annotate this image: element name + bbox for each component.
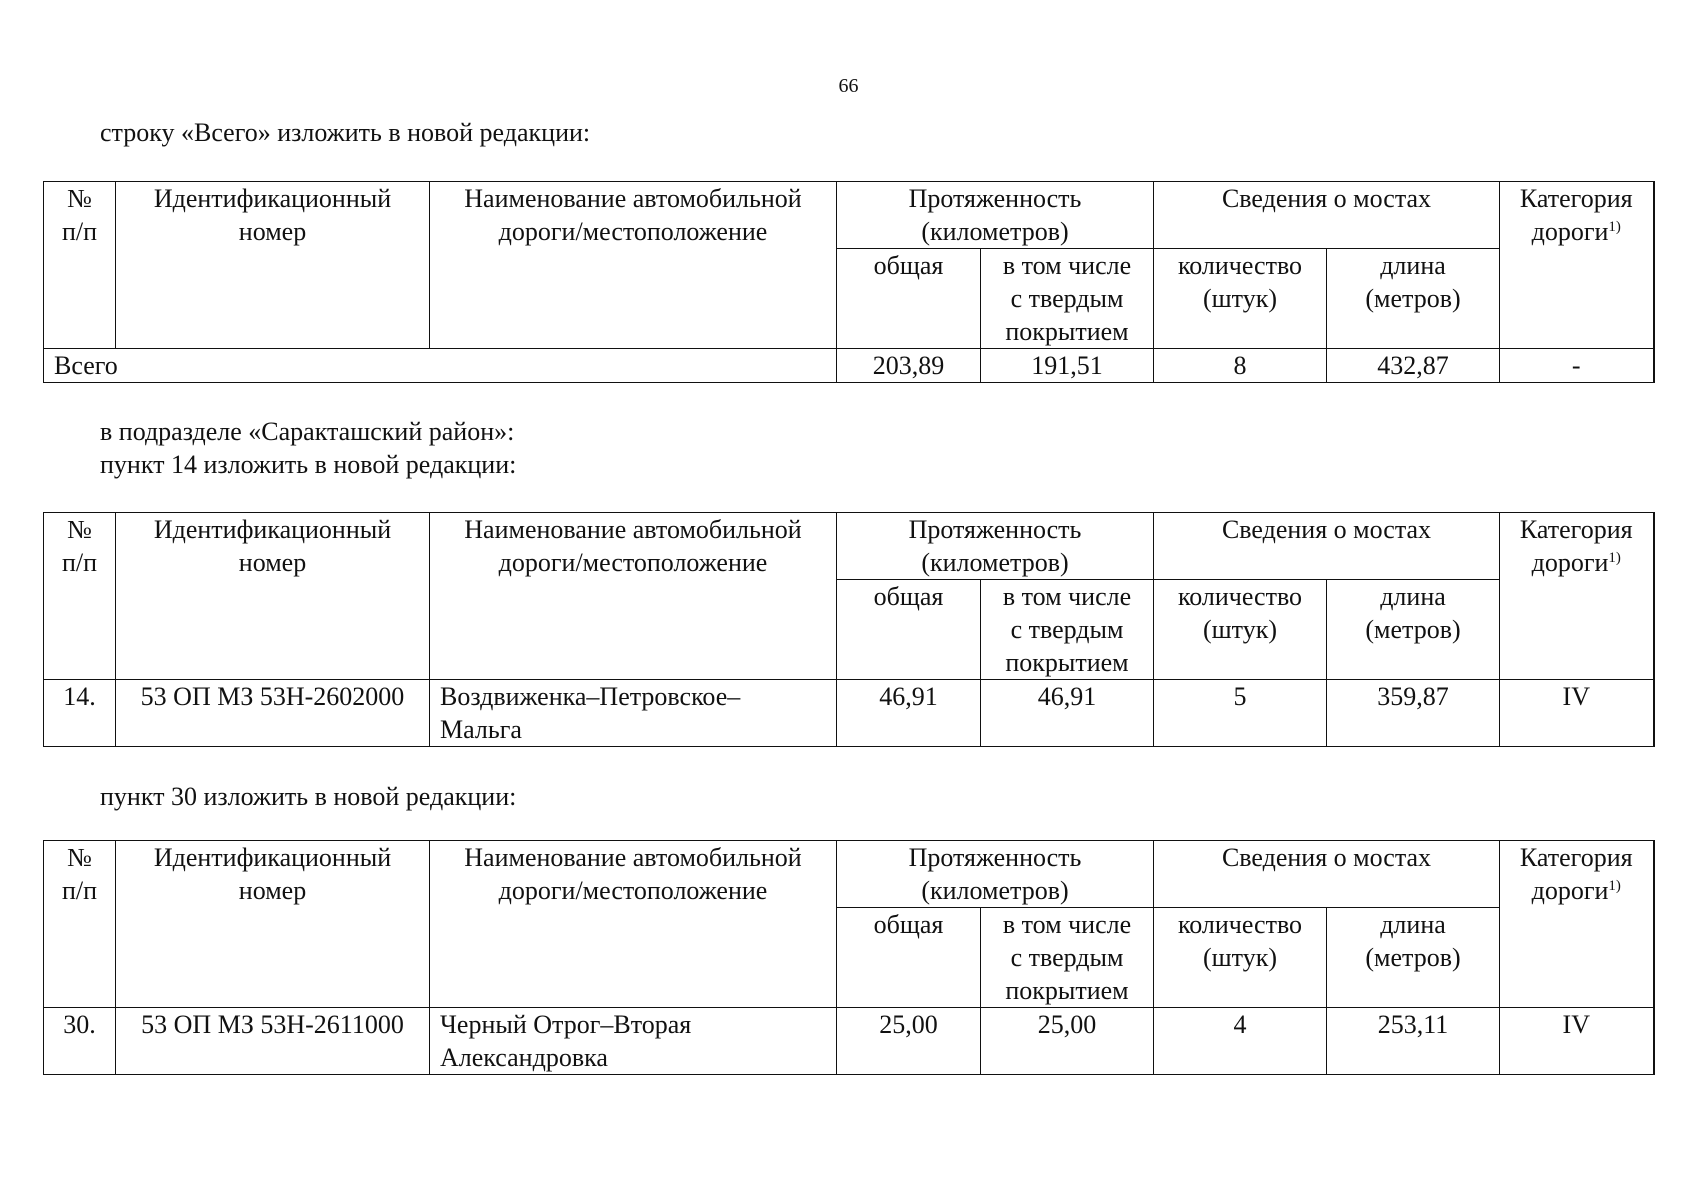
header-paved: в том числе с твердым покрытием [981, 580, 1154, 680]
subsection-paragraph: в подразделе «Саракташский район»: [100, 417, 515, 446]
item14-table [43, 512, 1655, 747]
total-count-cell: 8 [1154, 349, 1327, 383]
table-row [44, 349, 1654, 383]
row-category-cell: IV [1500, 1008, 1654, 1075]
row-id-cell: 53 ОП МЗ 53Н-2611000 [116, 1008, 430, 1075]
row-name-cell: Черный Отрог–Вторая Александровка [430, 1008, 837, 1075]
total-paved-cell: 191,51 [981, 349, 1154, 383]
header-no: № п/п [44, 513, 116, 680]
header-category: Категория дороги$^{1)}$ [1500, 841, 1654, 1008]
header-bridge-count: количество (штук) [1154, 249, 1327, 349]
row-count-cell: 4 [1154, 1008, 1327, 1075]
header-bridges: Сведения о мостах [1154, 513, 1500, 580]
total-category-cell: - [1500, 349, 1654, 383]
total-table [43, 181, 1655, 383]
row-no-cell: 30. [44, 1008, 116, 1075]
header-length: Протяженность (километров) [837, 841, 1154, 908]
header-paved: в том числе с твердым покрытием [981, 249, 1154, 349]
header-name: Наименование автомобильной дороги/местоположение [430, 513, 837, 680]
table-row [44, 680, 1654, 747]
header-bridge-length: длина (метров) [1327, 908, 1500, 1008]
header-total-length: общая [837, 249, 981, 349]
total-label: Всего [44, 349, 837, 383]
header-bridge-count: количество (штук) [1154, 580, 1327, 680]
header-id: Идентификационный номер [116, 182, 430, 349]
header-name: Наименование автомобильной дороги/местоположение [430, 841, 837, 1008]
header-bridge-length: длина (метров) [1327, 249, 1500, 349]
header-bridge-count: количество (штук) [1154, 908, 1327, 1008]
row-bridge-length-cell: 359,87 [1327, 680, 1500, 747]
header-total-length: общая [837, 908, 981, 1008]
table-row [44, 1008, 1654, 1075]
header-no: № п/п [44, 182, 116, 349]
header-length: Протяженность (километров) [837, 182, 1154, 249]
page-number: 66 [838, 75, 859, 97]
header-length: Протяженность (километров) [837, 513, 1154, 580]
header-category: Категория дороги$^{1)}$ [1500, 513, 1654, 680]
header-bridge-length: длина (метров) [1327, 580, 1500, 680]
intro-paragraph: строку «Всего» изложить в новой редакции: [100, 118, 591, 147]
row-count-cell: 5 [1154, 680, 1327, 747]
header-id: Идентификационный номер [116, 513, 430, 680]
header-total-length: общая [837, 580, 981, 680]
item30-paragraph: пункт 30 изложить в новой редакции: [100, 782, 517, 811]
header-no: № п/п [44, 841, 116, 1008]
row-category-cell: IV [1500, 680, 1654, 747]
row-total-cell: 25,00 [837, 1008, 981, 1075]
row-total-cell: 46,91 [837, 680, 981, 747]
header-id: Идентификационный номер [116, 841, 430, 1008]
header-bridges: Сведения о мостах [1154, 182, 1500, 249]
row-paved-cell: 46,91 [981, 680, 1154, 747]
row-paved-cell: 25,00 [981, 1008, 1154, 1075]
row-no-cell: 14. [44, 680, 116, 747]
total-length-cell: 203,89 [837, 349, 981, 383]
row-name-cell: Воздвиженка–Петровское– Мальга [430, 680, 837, 747]
item30-table [43, 840, 1655, 1075]
header-name: Наименование автомобильной дороги/местоположение [430, 182, 837, 349]
item14-paragraph: пункт 14 изложить в новой редакции: [100, 450, 517, 479]
header-category: Категория дороги$^{1)}$ [1500, 182, 1654, 349]
row-bridge-length-cell: 253,11 [1327, 1008, 1500, 1075]
header-bridges: Сведения о мостах [1154, 841, 1500, 908]
total-bridge-length-cell: 432,87 [1327, 349, 1500, 383]
row-id-cell: 53 ОП МЗ 53Н-2602000 [116, 680, 430, 747]
header-paved: в том числе с твердым покрытием [981, 908, 1154, 1008]
